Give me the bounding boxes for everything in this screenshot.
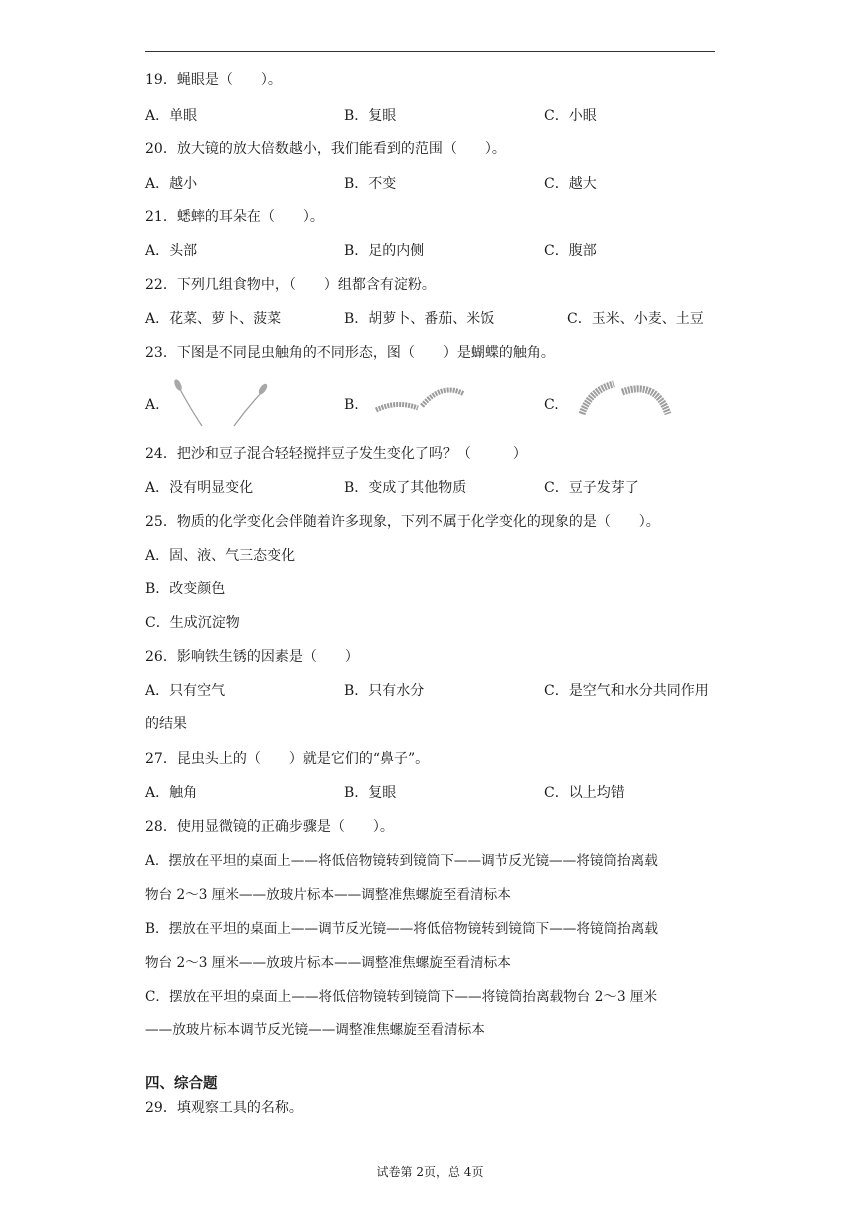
question-22-option-c: C．玉米、小麦、土豆	[567, 311, 704, 327]
question-23-option-c: C.	[544, 397, 559, 413]
antenna-serrated-image	[576, 380, 676, 422]
question-21-option-a: A．头部	[145, 243, 198, 259]
question-24-stem: 24．把沙和豆子混合轻轻搅拌豆子发生变化了吗？（ ）	[145, 446, 527, 462]
question-24-option-c: C．豆子发芽了	[544, 480, 639, 496]
page-footer: 试卷第 2页，总 4页	[376, 1165, 484, 1179]
question-27-option-c: C．以上均错	[544, 785, 625, 801]
question-28-option-a-line2: 物台 2～3 厘米——放玻片标本——调整准焦螺旋至看清标本	[145, 887, 511, 903]
question-25-stem: 25．物质的化学变化会伴随着许多现象，下列不属于化学变化的现象的是（ ）。	[145, 514, 660, 530]
question-29-stem: 29．填观察工具的名称。	[145, 1100, 303, 1116]
question-28-option-c-line2: ——放玻片标本调节反光镜——调整准焦螺旋至看清标本	[145, 1022, 485, 1038]
question-27-option-a: A．触角	[145, 785, 198, 801]
antenna-curved-image	[372, 380, 472, 416]
question-19-option-a: A．单眼	[145, 108, 198, 124]
question-28-option-b-line1: B．摆放在平坦的桌面上——调节反光镜——将低倍物镜转到镜筒下——将镜筒抬离载	[145, 921, 658, 937]
question-19-option-b: B．复眼	[344, 108, 397, 124]
question-20-option-b: B．不变	[344, 176, 397, 192]
question-28-option-c-line1: C．摆放在平坦的桌面上——将低倍物镜转到镜筒下——将镜筒抬离载物台 2～3 厘米	[145, 989, 658, 1005]
question-28-option-b-line2: 物台 2～3 厘米——放玻片标本——调整准焦螺旋至看清标本	[145, 955, 511, 971]
question-21-stem: 21．蟋蟀的耳朵在（ ）。	[145, 209, 324, 225]
question-25-option-c: C．生成沉淀物	[145, 615, 240, 631]
question-27-option-b: B．复眼	[344, 785, 397, 801]
question-20-stem: 20．放大镜的放大倍数越小，我们能看到的范围（ ）。	[145, 141, 506, 157]
question-27-stem: 27．昆虫头上的（ ）就是它们的“鼻子”。	[145, 751, 430, 767]
question-21-option-c: C．腹部	[544, 243, 597, 259]
section-4-title: 四、综合题	[145, 1075, 218, 1092]
header-rule	[145, 51, 715, 52]
question-22-stem: 22．下列几组食物中，（ ）组都含有淀粉。	[145, 277, 436, 293]
question-22-option-a: A．花菜、萝卜、菠菜	[145, 311, 282, 327]
question-26-option-c-cont: 的结果	[145, 716, 187, 732]
question-20-option-c: C．越大	[544, 176, 597, 192]
question-28-stem: 28．使用显微镜的正确步骤是（ ）。	[145, 819, 394, 835]
question-26-option-b: B．只有水分	[344, 683, 425, 699]
question-25-option-a: A．固、液、气三态变化	[145, 548, 296, 564]
question-19-stem: 19．蝇眼是（ ）。	[145, 72, 282, 88]
question-26-option-a: A．只有空气	[145, 683, 226, 699]
question-23-option-b: B.	[344, 397, 359, 413]
question-20-option-a: A．越小	[145, 176, 198, 192]
question-19-option-c: C．小眼	[544, 108, 597, 124]
question-21-option-b: B．足的内侧	[344, 243, 425, 259]
question-28-option-a-line1: A．摆放在平坦的桌面上——将低倍物镜转到镜筒下——调节反光镜——将镜筒抬离载	[145, 853, 658, 869]
question-26-stem: 26．影响铁生锈的因素是（ ）	[145, 649, 359, 665]
question-23-option-a: A.	[145, 397, 160, 413]
question-24-option-b: B．变成了其他物质	[344, 480, 467, 496]
question-23-stem: 23．下图是不同昆虫触角的不同形态，图（ ）是蝴蝶的触角。	[145, 345, 555, 361]
question-26-option-c: C．是空气和水分共同作用	[544, 683, 709, 699]
antenna-club-image	[172, 378, 272, 432]
question-24-option-a: A．没有明显变化	[145, 480, 254, 496]
question-22-option-b: B．胡萝卜、番茄、米饭	[344, 311, 495, 327]
question-25-option-b: B．改变颜色	[145, 581, 226, 597]
